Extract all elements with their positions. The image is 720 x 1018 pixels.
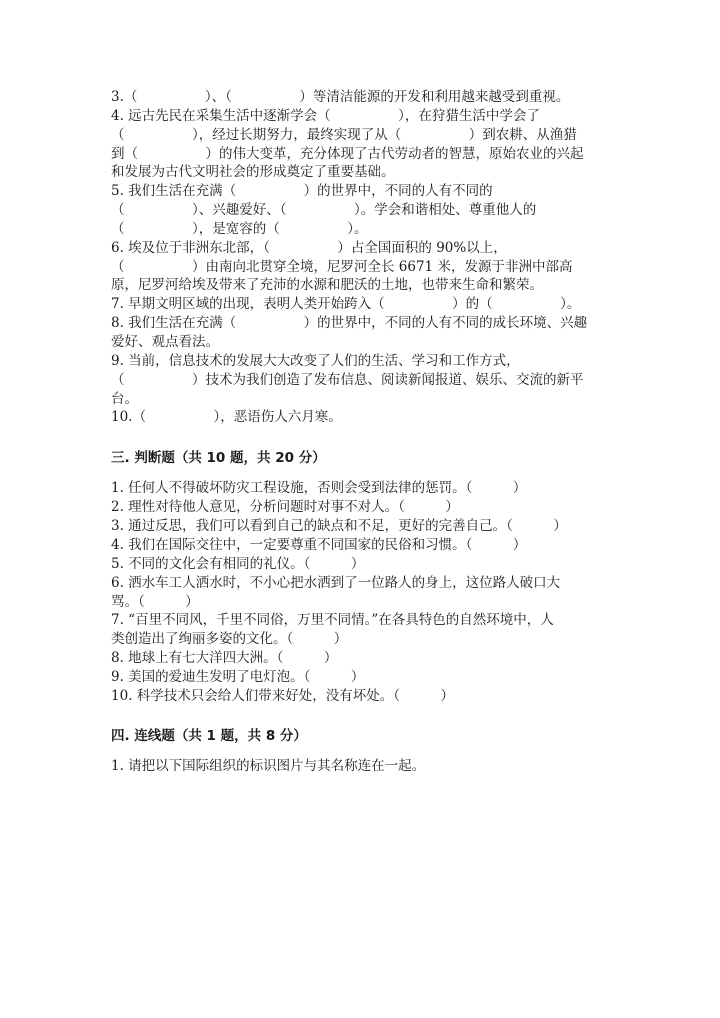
fill-line: （ ）由南向北贯穿全境，尼罗河全长 6671 米，发源于非洲中部高 — [111, 259, 573, 275]
question-line: 1. 任何人不得破坏防灾工程设施，否则会受到法律的惩罚。（ ） — [111, 480, 527, 496]
section-heading-match: 四. 连线题（共 1 题，共 8 分） — [111, 728, 307, 744]
question-line: 2. 理性对待他人意见，分析问题时对事不对人。（ ） — [111, 499, 459, 515]
question-line: 7. “百里不同风，千里不同俗，万里不同情。”在各具特色的自然环境中，人 — [111, 612, 554, 628]
fill-line: 爱好、观点看法。 — [111, 334, 219, 350]
fill-line: 7. 早期文明区域的出现，表明人类开始跨入（ ）的（ ）。 — [111, 296, 581, 312]
fill-line: 5. 我们生活在充满（ ）的世界中，不同的人有不同的 — [111, 183, 493, 199]
fill-line: 原，尼罗河给埃及带来了充沛的水源和肥沃的土地，也带来生命和繁荣。 — [111, 277, 543, 293]
fill-line: 6. 埃及位于非洲东北部，（ ）占全国面积的 90%以上， — [111, 240, 507, 256]
fill-line: 4. 远古先民在采集生活中逐渐学会（ ），在狩猎生活中学会了 — [111, 108, 540, 124]
fill-line: （ ），是宽容的（ ）。 — [111, 221, 368, 237]
fill-line: （ ）、兴趣爱好、（ ）。学会和谐相处、尊重他人的 — [111, 202, 537, 218]
question-line: 骂。（ ） — [111, 594, 199, 610]
fill-line: 8. 我们生活在充满（ ）的世界中，不同的人有不同的成长环境、兴趣 — [111, 315, 588, 331]
question-line: 6. 洒水车工人洒水时，不小心把水洒到了一位路人的身上，这位路人破口大 — [111, 575, 561, 591]
question-line: 1. 请把以下国际组织的标识图片与其名称连在一起。 — [111, 758, 426, 774]
fill-line: 和发展为古代文明社会的形成奠定了重要基础。 — [111, 164, 395, 180]
fill-line: 台。 — [111, 391, 138, 407]
question-line: 4. 我们在国际交往中，一定要尊重不同国家的民俗和习惯。（ ） — [111, 537, 527, 553]
fill-line: （ ），经过长期努力，最终实现了从（ ）到农耕、从渔猎 — [111, 127, 577, 143]
fill-line: 9. 当前，信息技术的发展大大改变了人们的生活、学习和工作方式， — [111, 353, 520, 369]
question-line: 9. 美国的爱迪生发明了电灯泡。（ ） — [111, 669, 365, 685]
question-line: 8. 地球上有七大洋四大洲。（ ） — [111, 650, 338, 666]
question-line: 5. 不同的文化会有相同的礼仪。（ ） — [111, 556, 365, 572]
fill-line: 10.（ ），恶语伤人六月寒。 — [111, 409, 342, 425]
question-line: 3. 通过反思，我们可以看到自己的缺点和不足，更好的完善自己。（ ） — [111, 518, 567, 534]
fill-line: 3.（ ）、（ ）等清洁能源的开发和利用越来越受到重视。 — [111, 89, 570, 105]
fill-line: （ ）技术为我们创造了发布信息、阅读新闻报道、娱乐、交流的新平 — [111, 372, 584, 388]
fill-line: 到（ ）的伟大变革，充分体现了古代劳动者的智慧，原始农业的兴起 — [111, 146, 584, 162]
section-heading-judge: 三. 判断题（共 10 题，共 20 分） — [111, 450, 326, 466]
question-line: 10. 科学技术只会给人们带来好处，没有坏处。（ ） — [111, 688, 455, 704]
question-line: 类创造出了绚丽多姿的文化。（ ） — [111, 631, 348, 647]
